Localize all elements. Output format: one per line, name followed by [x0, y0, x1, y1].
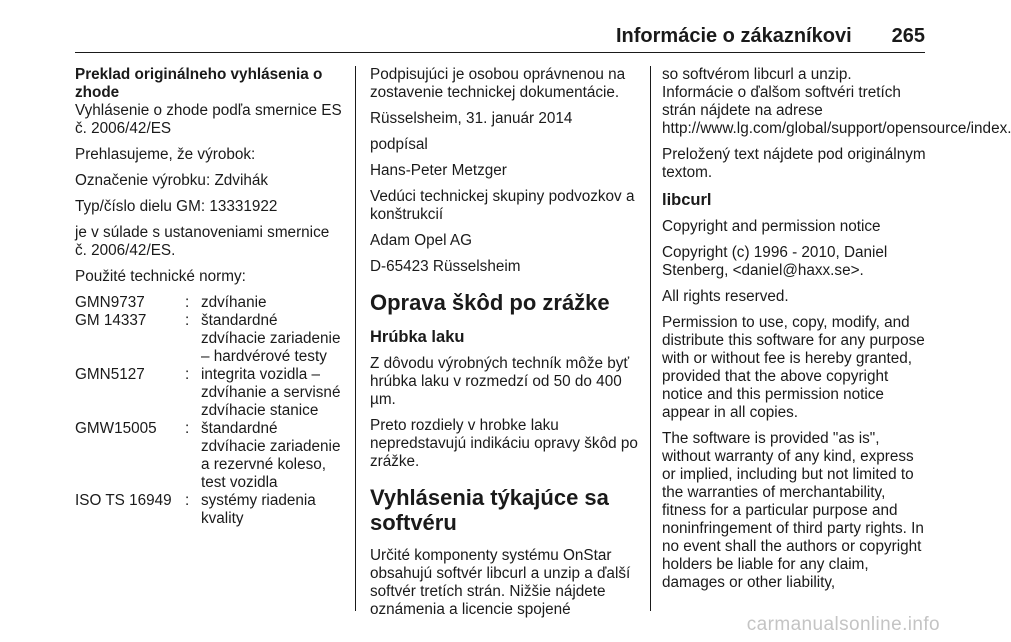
- section-heading: Vyhlásenia týkajúce sa softvéru: [370, 485, 609, 535]
- page-number: 265: [891, 25, 925, 47]
- norm-colon: :: [185, 312, 190, 329]
- norm-description: zdvíhanie: [201, 294, 267, 311]
- paragraph: Hans-Peter Metzger: [370, 162, 507, 179]
- norm-colon: :: [185, 420, 190, 437]
- paragraph: Určité komponenty systému OnStar obsahujú softvér libcurl a unzip a ďalší softvér tretích strán. Nižšie nájdete oznámenia a licencie spojené: [370, 547, 631, 618]
- header-divider: [75, 52, 925, 53]
- table-row: [75, 420, 345, 492]
- column-3: [662, 66, 1011, 600]
- table-row: [75, 492, 345, 528]
- declaration-heading: Preklad originálneho vyhlásenia o zhode: [75, 66, 323, 101]
- paragraph: Preložený text nájdete pod originálnym textom.: [662, 146, 926, 181]
- norms-table: [75, 294, 345, 528]
- norm-description: štandardné zdvíhacie zariadenie – hardvérové testy: [201, 312, 341, 365]
- paragraph: Vyhlásenie o zhode podľa smernice ES č. 2006/42/ES: [75, 102, 342, 137]
- norm-code: ISO TS 16949: [75, 492, 172, 509]
- paragraph: podpísal: [370, 136, 428, 153]
- norm-colon: :: [185, 492, 190, 509]
- section-title: Informácie o zákazníkovi: [615, 25, 852, 47]
- paragraph: All rights reserved.: [662, 288, 789, 305]
- norm-description: integrita vozidla – zdvíhanie a servisné zdvíhacie stanice: [201, 366, 341, 419]
- paragraph: The software is provided "as is", without warranty of any kind, express or implied, including but not limited to the warranties of merchantability, fitness for a particular purpose and noninfringement of third party rights. In no event shall the authors or copyright holders be liable for any claim, damages or other liability,: [662, 430, 924, 591]
- paragraph: Copyright (c) 1996 - 2010, Daniel Stenberg, <daniel@haxx.se>.: [662, 244, 888, 279]
- table-row: [75, 294, 345, 312]
- norm-code: GM 14337: [75, 312, 147, 329]
- table-row: [75, 366, 345, 420]
- section-heading: Oprava škôd po zrážke: [370, 290, 610, 315]
- paragraph: Použité technické normy:: [75, 268, 246, 285]
- norm-description: systémy riadenia kvality: [201, 492, 316, 527]
- norm-description: štandardné zdvíhacie zariadenie a rezervné koleso, test vozidla: [201, 420, 341, 491]
- paragraph: je v súlade s ustanoveniami smernice č. 2006/42/ES.: [75, 224, 330, 259]
- paragraph: Označenie výrobku: Zdvihák: [75, 172, 269, 189]
- norm-code: GMN9737: [75, 294, 145, 311]
- paragraph: Preto rozdiely v hrobke laku nepredstavujú indikáciu opravy škôd po zrážke.: [370, 417, 638, 470]
- paragraph: Z dôvodu výrobných techník môže byť hrúbka laku v rozmedzí od 50 do 400 µm.: [370, 355, 630, 408]
- subsection-heading: libcurl: [662, 191, 712, 209]
- paragraph: Prehlasujeme, že výrobok:: [75, 146, 256, 163]
- column-2: [370, 66, 638, 627]
- table-row: [75, 312, 345, 366]
- watermark: carmanualsonline.info: [746, 614, 940, 635]
- paragraph: Vedúci technickej skupiny podvozkov a konštrukcií: [370, 188, 635, 223]
- paragraph: so softvérom libcurl a unzip. Informácie o ďalšom softvéri tretích strán nájdete na adrese http://www.lg.com/global/support/opensource/index.: [662, 66, 1011, 137]
- column-1: [75, 66, 345, 528]
- paragraph: Podpisujúci je osobou oprávnenou na zostavenie technickej dokumentácie.: [370, 66, 626, 101]
- paragraph: Typ/číslo dielu GM: 13331922: [75, 198, 278, 215]
- paragraph: Permission to use, copy, modify, and distribute this software for any purpose with or without fee is hereby granted, provided that the above copyright notice and this permission notice appear in all copies.: [662, 314, 925, 421]
- column-divider-1: [355, 66, 356, 611]
- page-header: [0, 25, 960, 49]
- norm-colon: :: [185, 366, 190, 383]
- norm-colon: :: [185, 294, 190, 311]
- paragraph: Rüsselsheim, 31. január 2014: [370, 110, 573, 127]
- column-divider-2: [650, 66, 651, 611]
- norm-code: GMN5127: [75, 366, 145, 383]
- paragraph: Adam Opel AG: [370, 232, 473, 249]
- paragraph: D-65423 Rüsselsheim: [370, 258, 521, 275]
- subsection-heading: Hrúbka laku: [370, 328, 465, 346]
- paragraph: Copyright and permission notice: [662, 218, 881, 235]
- norm-code: GMW15005: [75, 420, 157, 437]
